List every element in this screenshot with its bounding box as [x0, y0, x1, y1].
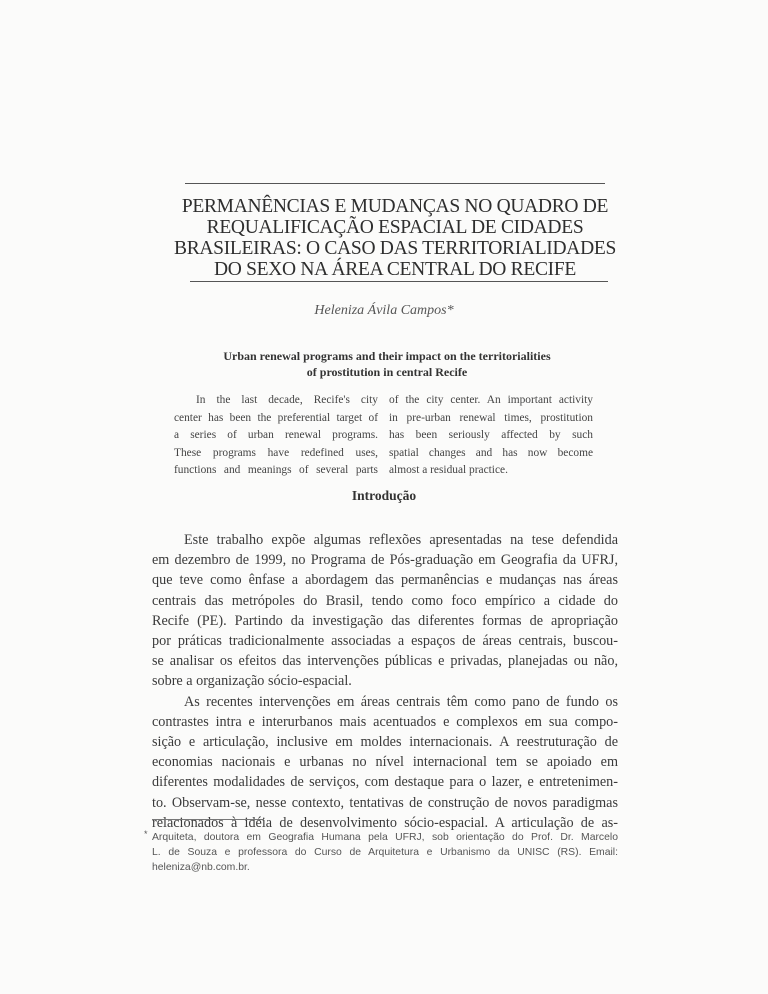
abstract-left-column: [174, 392, 378, 480]
author-name: Heleniza Ávila Campos*: [314, 303, 454, 318]
abstract-line: in pre-urban renewal times, prostitution: [389, 411, 593, 424]
abstract-line: has been seriously affected by such: [389, 429, 593, 442]
body-line: diferentes modalidades de serviços, com destaque para o lazer, e entretenimen-: [152, 774, 618, 791]
body-line: economias nacionais e urbanas no nível internacional tem se apoiado em: [152, 754, 618, 771]
body-line: que teve como ênfase a abordagem das permanências e mudanças nas áreas: [152, 572, 618, 589]
paper-title: [160, 196, 630, 280]
footnote-line: Arquiteta, doutora em Geografia Humana pela UFRJ, sob orientação do Prof. Dr. Marcelo: [152, 832, 618, 843]
body-line: em dezembro de 1999, no Programa de Pós-graduação em Geografia da UFRJ,: [152, 552, 618, 569]
abstract-line: spatial changes and has now become: [389, 446, 593, 459]
abstract-line: These programs have redefined uses,: [174, 446, 378, 459]
footnote-line: L. de Souza e professora do Curso de Arquitetura e Urbanismo da UNISC (RS). Email:: [152, 847, 618, 858]
body-line: sobre a organização sócio-espacial.: [152, 673, 352, 690]
abstract-title: [170, 348, 604, 380]
body-line: se analisar os efeitos das intervenções públicas e privadas, planejadas ou não,: [152, 653, 618, 670]
body-line: centrais das metrópoles do Brasil, tendo como foco empírico a cidade do: [152, 592, 618, 609]
footnote-rule: [152, 819, 264, 820]
body-line: relacionados à idéia de desenvolvimento sócio-espacial. A articulação de as-: [152, 814, 618, 831]
body-line: to. Observam-se, nesse contexto, tentativas de construção de novos paradigmas: [152, 794, 618, 811]
body-line: Este trabalho expõe algumas reflexões apresentadas na tese defendida: [184, 532, 618, 548]
body-line: por práticas tradicionalmente associadas a espaços de áreas centrais, buscou-: [152, 633, 618, 650]
title-line: PERMANÊNCIAS E MUDANÇAS NO QUADRO DE: [181, 196, 609, 217]
abstract-line: In the last decade, Recife's city: [196, 394, 378, 406]
body-line: sição e articulação, inclusive em moldes internacionais. A reestruturação de: [152, 734, 618, 751]
title-rule-bottom: [190, 281, 608, 282]
abstract-line: a series of urban renewal programs.: [174, 429, 378, 442]
footnote-line: heleniza@nb.com.br.: [152, 862, 250, 873]
section-heading: Introdução: [351, 488, 417, 503]
abstract-line: of the city center. An important activity: [389, 394, 593, 406]
abstract-title-line: Urban renewal programs and their impact on the territorialities: [223, 349, 551, 363]
footnote: [144, 829, 618, 875]
body-line: contrastes intra e interurbanos mais acentuados e complexos em sua compo-: [152, 713, 618, 730]
body-line: As recentes intervenções em áreas centrais têm como pano de fundo os: [184, 693, 618, 710]
abstract-line: functions and meanings of several parts: [174, 464, 378, 477]
abstract-title-line: of prostitution in central Recife: [306, 365, 468, 379]
title-line: DO SEXO NA ÁREA CENTRAL DO RECIFE: [213, 259, 577, 280]
abstract-right-column: [389, 392, 593, 480]
body-line: Recife (PE). Partindo da investigação das diferentes formas de apropriação: [152, 612, 618, 629]
title-line: REQUALIFICAÇÃO ESPACIAL DE CIDADES: [206, 217, 584, 238]
abstract-line: almost a residual practice.: [389, 464, 508, 477]
abstract-line: center has been the preferential target of: [174, 411, 378, 424]
title-rule-top: [185, 183, 605, 184]
title-line: BRASILEIRAS: O CASO DAS TERRITORIALIDADES: [173, 238, 617, 259]
footnote-mark: *: [144, 829, 148, 839]
body-text: [152, 530, 618, 833]
